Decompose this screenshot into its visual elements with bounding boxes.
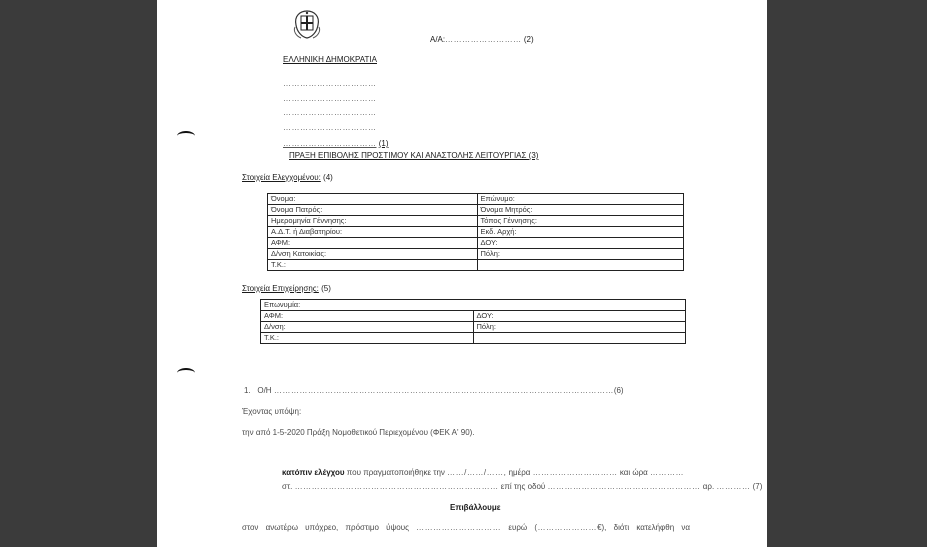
table-cell: ΔΟΥ: bbox=[477, 238, 683, 249]
euro-tail: €), διότι κατελήφθη να bbox=[597, 523, 690, 532]
ref1: (1) bbox=[378, 139, 389, 148]
time-label: και ώρα bbox=[619, 468, 648, 477]
blank-line: …………………………… bbox=[283, 94, 377, 103]
table-cell: Επώνυμο: bbox=[477, 194, 683, 205]
authority-line: …………………………… (1) bbox=[283, 139, 389, 148]
table-cell bbox=[477, 260, 683, 271]
table-cell: Τ.Κ.: bbox=[261, 333, 474, 344]
section2-heading-text: Στοιχεία Επιχείρησης: bbox=[242, 284, 319, 293]
table-row bbox=[261, 333, 686, 344]
considering-text: Έχοντας υπόψη: bbox=[242, 407, 302, 416]
inspected-person-table bbox=[267, 193, 684, 271]
inspection-line: κατόπιν ελέγχου που πραγματοποιήθηκε την ……/……/……, ημέρα ………………………… και ώρα ………… bbox=[282, 468, 685, 477]
section2-heading bbox=[242, 284, 331, 294]
table-row bbox=[268, 216, 684, 227]
table-cell: Όνομα: bbox=[268, 194, 478, 205]
aa-ref: (2) bbox=[523, 35, 534, 44]
ref7: (7) bbox=[752, 482, 763, 491]
location-prefix: στ. bbox=[282, 482, 293, 491]
table-cell: Εκδ. Αρχή: bbox=[477, 227, 683, 238]
document-page bbox=[157, 0, 767, 547]
day-label: ημέρα bbox=[508, 468, 531, 477]
document-title: ΠΡΑΞΗ ΕΠΙΒΟΛΗΣ ΠΡΟΣΤΙΜΟΥ ΚΑΙ ΑΝΑΣΤΟΛΗΣ ΛΕΙΤΟΥΡΓΙΑΣ (3) bbox=[289, 151, 539, 160]
table-row bbox=[268, 194, 684, 205]
street-label: επί της οδού bbox=[500, 482, 546, 491]
table-row bbox=[268, 260, 684, 271]
blank-line: …………………………… bbox=[283, 108, 377, 117]
punch-hole-mark bbox=[177, 131, 195, 141]
table-row bbox=[268, 227, 684, 238]
business-name-cell: Επωνυμία: bbox=[261, 300, 686, 311]
section1-heading bbox=[242, 173, 333, 183]
table-cell: Τόπος Γέννησης: bbox=[477, 216, 683, 227]
euro-word: ευρώ bbox=[508, 523, 528, 532]
legal-act-text: την από 1-5-2020 Πράξη Νομοθετικού Περιεχομένου (ΦΕΚ Α' 90). bbox=[242, 428, 475, 437]
blank-line: …………………………… bbox=[283, 123, 377, 132]
business-table bbox=[260, 299, 686, 344]
table-cell: ΑΦΜ: bbox=[261, 311, 474, 322]
table-cell: Πόλη: bbox=[477, 249, 683, 260]
table-row bbox=[268, 238, 684, 249]
table-cell: Δ/νση: bbox=[261, 322, 474, 333]
item-1-ref: (6) bbox=[613, 386, 624, 395]
coat-of-arms-icon bbox=[290, 7, 324, 41]
section1-heading-text: Στοιχεία Ελεγχομένου: bbox=[242, 173, 321, 182]
item-1-line: 1. Ο/Η …………………………………………………………………………………………………………(6) bbox=[244, 386, 624, 395]
inspection-text: που πραγματοποιήθηκε την bbox=[346, 468, 445, 477]
table-cell: Δ/νση Κατοικίας: bbox=[268, 249, 478, 260]
fine-text: στον ανωτέρω υπόχρεο, πρόστιμο ύψους bbox=[242, 523, 409, 532]
location-line: στ. ……………………………………………………………… επί της οδού ……………………………………………… αρ. ………… (7) bbox=[282, 482, 763, 491]
punch-hole-mark bbox=[177, 368, 195, 378]
table-cell: Ημερομηνία Γέννησης: bbox=[268, 216, 478, 227]
table-cell: Α.Δ.Τ. ή Διαβατηρίου: bbox=[268, 227, 478, 238]
table-cell: Πόλη: bbox=[473, 322, 686, 333]
table-row bbox=[268, 205, 684, 216]
number-label: αρ. bbox=[702, 482, 715, 491]
inspection-bold: κατόπιν ελέγχου bbox=[282, 468, 345, 477]
table-cell: Όνομα Πατρός: bbox=[268, 205, 478, 216]
table-cell: ΔΟΥ: bbox=[473, 311, 686, 322]
table-cell: Τ.Κ.: bbox=[268, 260, 478, 271]
item-1-label: Ο/Η bbox=[257, 386, 272, 395]
table-cell: ΑΦΜ: bbox=[268, 238, 478, 249]
fine-line: στον ανωτέρω υπόχρεο, πρόστιμο ύψους ………………………… ευρώ (…………………€), διότι κατελήφθη να bbox=[242, 523, 690, 532]
section2-ref: (5) bbox=[321, 284, 331, 293]
table-cell: Όνομα Μητρός: bbox=[477, 205, 683, 216]
table-row bbox=[261, 311, 686, 322]
aa-number-line: Α/Α:……………………… (2) bbox=[430, 35, 534, 44]
table-row bbox=[261, 322, 686, 333]
section1-ref: (4) bbox=[323, 173, 333, 182]
table-row bbox=[268, 249, 684, 260]
table-cell bbox=[473, 333, 686, 344]
impose-heading: Επιβάλλουμε bbox=[450, 503, 501, 512]
blank-line: …………………………… bbox=[283, 79, 377, 88]
aa-label: Α/Α: bbox=[430, 35, 446, 44]
item-1-number: 1. bbox=[244, 386, 251, 395]
republic-heading: ΕΛΛΗΝΙΚΗ ΔΗΜΟΚΡΑΤΙΑ bbox=[283, 55, 377, 64]
